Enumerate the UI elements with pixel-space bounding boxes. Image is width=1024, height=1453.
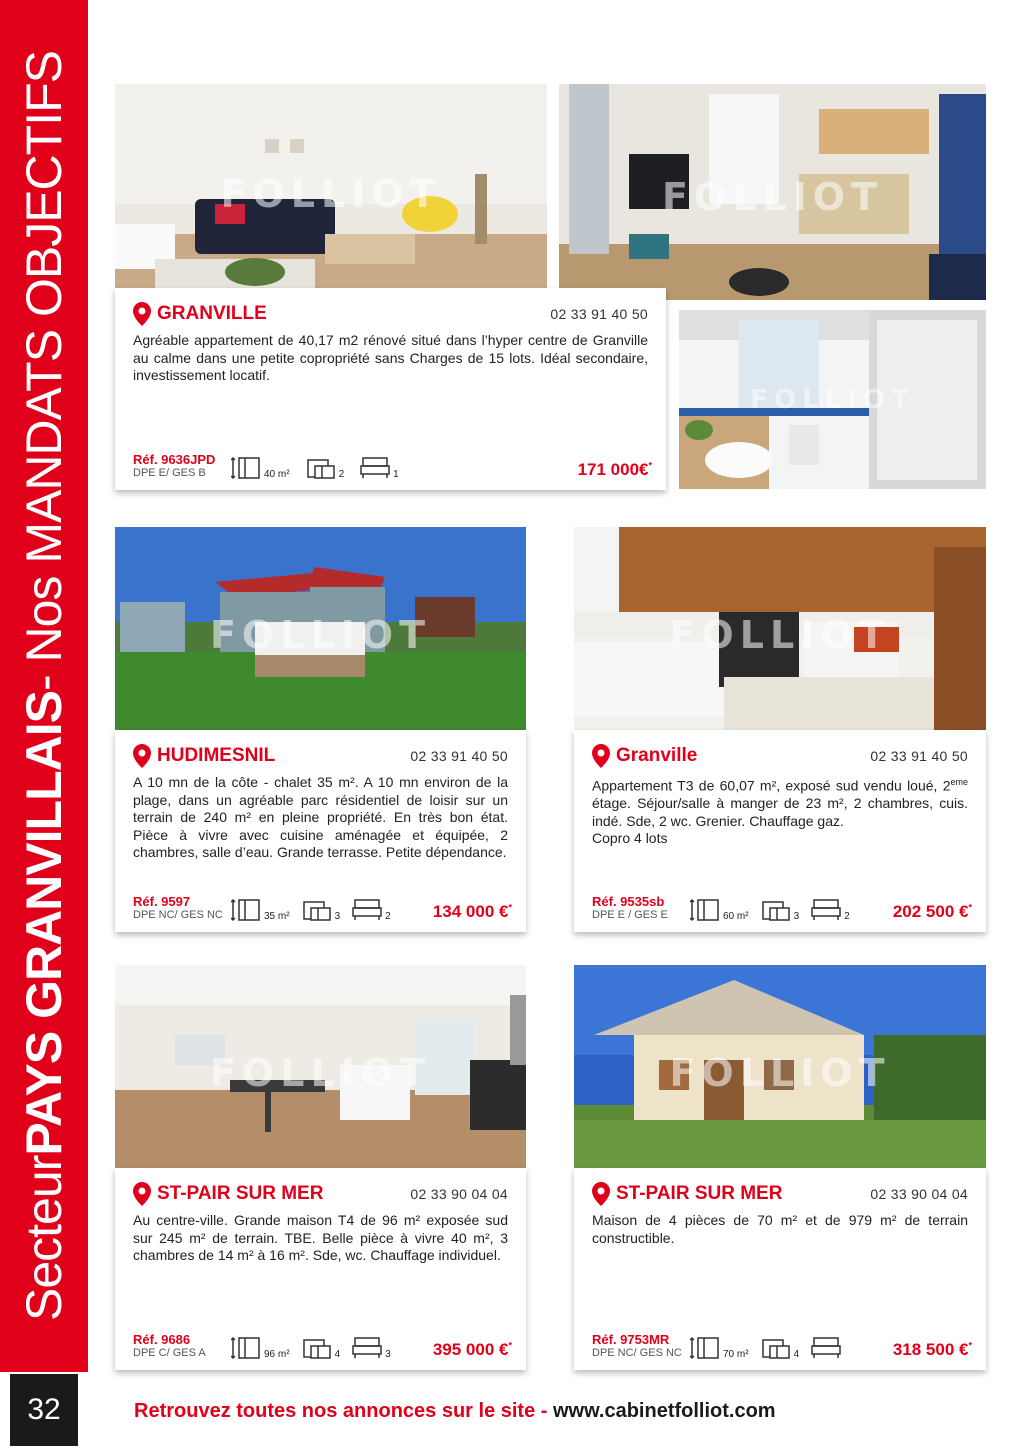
listing-dpe: DPE NC/ GES NC <box>133 909 223 921</box>
surface-icon <box>231 456 261 480</box>
rooms-value: 3 <box>793 911 800 922</box>
listing-reference: Réf. 9753MR <box>592 1332 670 1347</box>
footer-website-line <box>134 1400 776 1423</box>
surface-feature <box>231 456 290 480</box>
listing-dpe: DPE NC/ GES NC <box>592 1347 682 1359</box>
sector-prefix: Secteur <box>16 1155 72 1321</box>
listing-location <box>592 744 697 768</box>
listing-description: Au centre-ville. Grande maison T4 de 96 m² exposée sud sur 245 m² de terrain. TBE. Belle pièce à vivre 40 m², 3 chambres de 14 m² à 16 m². Sde, wc. Chauffage individuel. <box>133 1212 508 1263</box>
listing-5-photo-house <box>574 965 986 1170</box>
listing-city: ST-PAIR SUR MER <box>157 1183 324 1204</box>
bed-icon <box>811 1336 841 1360</box>
rooms-icon <box>761 898 791 922</box>
location-pin-icon <box>133 744 151 768</box>
listing-card[interactable] <box>115 1168 526 1370</box>
price-value: 202 500 € <box>892 902 969 921</box>
listing-card[interactable] <box>115 730 526 932</box>
listing-phone[interactable]: 02 33 90 04 04 <box>410 1186 508 1202</box>
surface-feature <box>231 898 290 922</box>
surface-value: 60 m² <box>723 911 749 922</box>
listing-price <box>578 460 652 480</box>
surface-value: 35 m² <box>264 911 290 922</box>
listing-reference: Réf. 9636JPD <box>133 452 216 467</box>
listing-1-photo-bathroom <box>679 310 986 489</box>
listing-location <box>133 302 267 326</box>
bed-icon <box>352 898 382 922</box>
rooms-feature <box>761 1336 800 1360</box>
listing-city: ST-PAIR SUR MER <box>616 1183 783 1204</box>
listing-reference: Réf. 9535sb <box>592 894 665 909</box>
listing-phone[interactable]: 02 33 91 40 50 <box>410 748 508 764</box>
rooms-value: 4 <box>334 1349 341 1360</box>
listing-reference: Réf. 9686 <box>133 1332 191 1347</box>
surface-feature <box>690 898 749 922</box>
listing-description: Agréable appartement de 40,17 m2 rénové situé dans l’hyper centre de Granville au calme dans une petite copropriété sans Charges de 15 lots. Idéal secondaire, investissement locatif. <box>133 332 648 383</box>
listing-reference: Réf. 9597 <box>133 894 191 909</box>
listing-location <box>133 744 275 768</box>
location-pin-icon <box>133 302 151 326</box>
listing-card[interactable] <box>574 730 986 932</box>
price-mark: * <box>508 1340 512 1351</box>
price-value: 171 000€ <box>577 460 649 479</box>
page-number: 32 <box>10 1374 78 1446</box>
website-link[interactable]: www.cabinetfolliot.com <box>552 1400 776 1422</box>
listing-phone[interactable]: 02 33 91 40 50 <box>550 306 648 322</box>
description-part: Appartement T3 de 60,07 m², exposé sud vendu loué, 2 <box>592 777 951 794</box>
surface-icon <box>231 1336 261 1360</box>
listing-location <box>592 1182 782 1206</box>
listing-phone[interactable]: 02 33 91 40 50 <box>870 748 968 764</box>
price-value: 395 000 € <box>432 1340 509 1359</box>
sector-name: PAYS GRANVILLAIS <box>16 691 72 1156</box>
listing-1-photo-living-room <box>115 84 547 294</box>
price-mark: * <box>968 1340 972 1351</box>
footer-text: Retrouvez toutes nos annonces sur le site - <box>134 1400 553 1422</box>
bedrooms-feature <box>352 1336 391 1360</box>
listing-4-photo-living-room <box>115 965 526 1170</box>
listing-description: A 10 mn de la côte - chalet 35 m². A 10 mn environ de la plage, dans un agréable parc résidentiel de loisir sur un terrain de 240 m² en pleine propriété. En très bon état. Pièce à vivre avec cuisine aménagée et équipée, 2 chambres, salle d’eau. Grande terrasse. Petite dépendance. <box>133 774 508 860</box>
rooms-icon <box>306 456 336 480</box>
rooms-feature <box>302 1336 341 1360</box>
bedrooms-feature <box>811 898 850 922</box>
rooms-icon <box>302 1336 332 1360</box>
price-value: 134 000 € <box>432 902 509 921</box>
listing-price <box>893 902 972 922</box>
listing-description <box>592 774 968 848</box>
surface-value: 70 m² <box>723 1349 749 1360</box>
description-part: Copro 4 lots <box>592 830 668 847</box>
surface-feature <box>231 1336 290 1360</box>
watermark: FOLLIOT <box>661 174 884 219</box>
rooms-value: 3 <box>334 911 341 922</box>
surface-value: 40 m² <box>264 469 290 480</box>
surface-icon <box>690 1336 720 1360</box>
watermark: FOLLIOT <box>669 613 891 658</box>
sector-suffix: - Nos MANDATS OBJECTIFS <box>16 51 72 692</box>
listing-dpe: DPE E/ GES B <box>133 467 206 479</box>
price-mark: * <box>968 902 972 913</box>
location-pin-icon <box>592 1182 610 1206</box>
surface-value: 96 m² <box>264 1349 290 1360</box>
bedrooms-value: 2 <box>385 911 391 922</box>
price-mark: * <box>508 902 512 913</box>
listing-city: Granville <box>616 745 698 766</box>
watermark: FOLLIOT <box>669 1051 891 1096</box>
bedrooms-feature <box>360 456 399 480</box>
bedrooms-feature <box>352 898 391 922</box>
listing-city: GRANVILLE <box>157 303 267 324</box>
surface-feature <box>690 1336 749 1360</box>
listing-card[interactable] <box>574 1168 986 1370</box>
rooms-icon <box>302 898 332 922</box>
listing-city: HUDIMESNIL <box>157 745 276 766</box>
surface-icon <box>690 898 720 922</box>
listing-dpe: DPE C/ GES A <box>133 1347 206 1359</box>
price-value: 318 500 € <box>892 1340 969 1359</box>
location-pin-icon <box>133 1182 151 1206</box>
listing-3-photo-kitchen <box>574 527 986 732</box>
listing-location <box>133 1182 323 1206</box>
bed-icon <box>811 898 841 922</box>
listing-1-photo-kitchen <box>559 84 986 300</box>
bedrooms-value: 1 <box>393 469 399 480</box>
bed-icon <box>360 456 390 480</box>
sector-title <box>0 0 88 1372</box>
location-pin-icon <box>592 744 610 768</box>
bed-icon <box>352 1336 382 1360</box>
surface-icon <box>231 898 261 922</box>
rooms-feature <box>761 898 800 922</box>
listing-card[interactable] <box>115 288 666 490</box>
listing-2-photo-chalet <box>115 527 526 732</box>
rooms-value: 2 <box>338 469 345 480</box>
watermark: FOLLIOT <box>209 1051 432 1096</box>
bedrooms-value: 2 <box>844 911 850 922</box>
watermark: FOLLIOT <box>220 172 442 217</box>
listing-price <box>893 1340 972 1360</box>
listing-phone[interactable]: 02 33 90 04 04 <box>870 1186 968 1202</box>
rooms-icon <box>761 1336 791 1360</box>
listing-dpe: DPE E / GES E <box>592 909 668 921</box>
bedrooms-value: 3 <box>385 1349 391 1360</box>
watermark: FOLLIOT <box>750 385 915 416</box>
description-superscript: eme <box>950 777 968 787</box>
description-part: étage. Séjour/salle à manger de 23 m², 2 chambres, cuis. indé. Sde, 2 wc. Grenier. Chauffage gaz. <box>592 795 968 829</box>
price-mark: * <box>648 460 652 471</box>
listing-price <box>433 1340 512 1360</box>
listing-price <box>433 902 512 922</box>
rooms-value: 4 <box>793 1349 800 1360</box>
listing-description: Maison de 4 pièces de 70 m² et de 979 m² de terrain constructible. <box>592 1212 968 1246</box>
watermark: FOLLIOT <box>209 613 432 658</box>
rooms-feature <box>302 898 341 922</box>
bedrooms-feature <box>811 1336 844 1360</box>
rooms-feature <box>306 456 345 480</box>
